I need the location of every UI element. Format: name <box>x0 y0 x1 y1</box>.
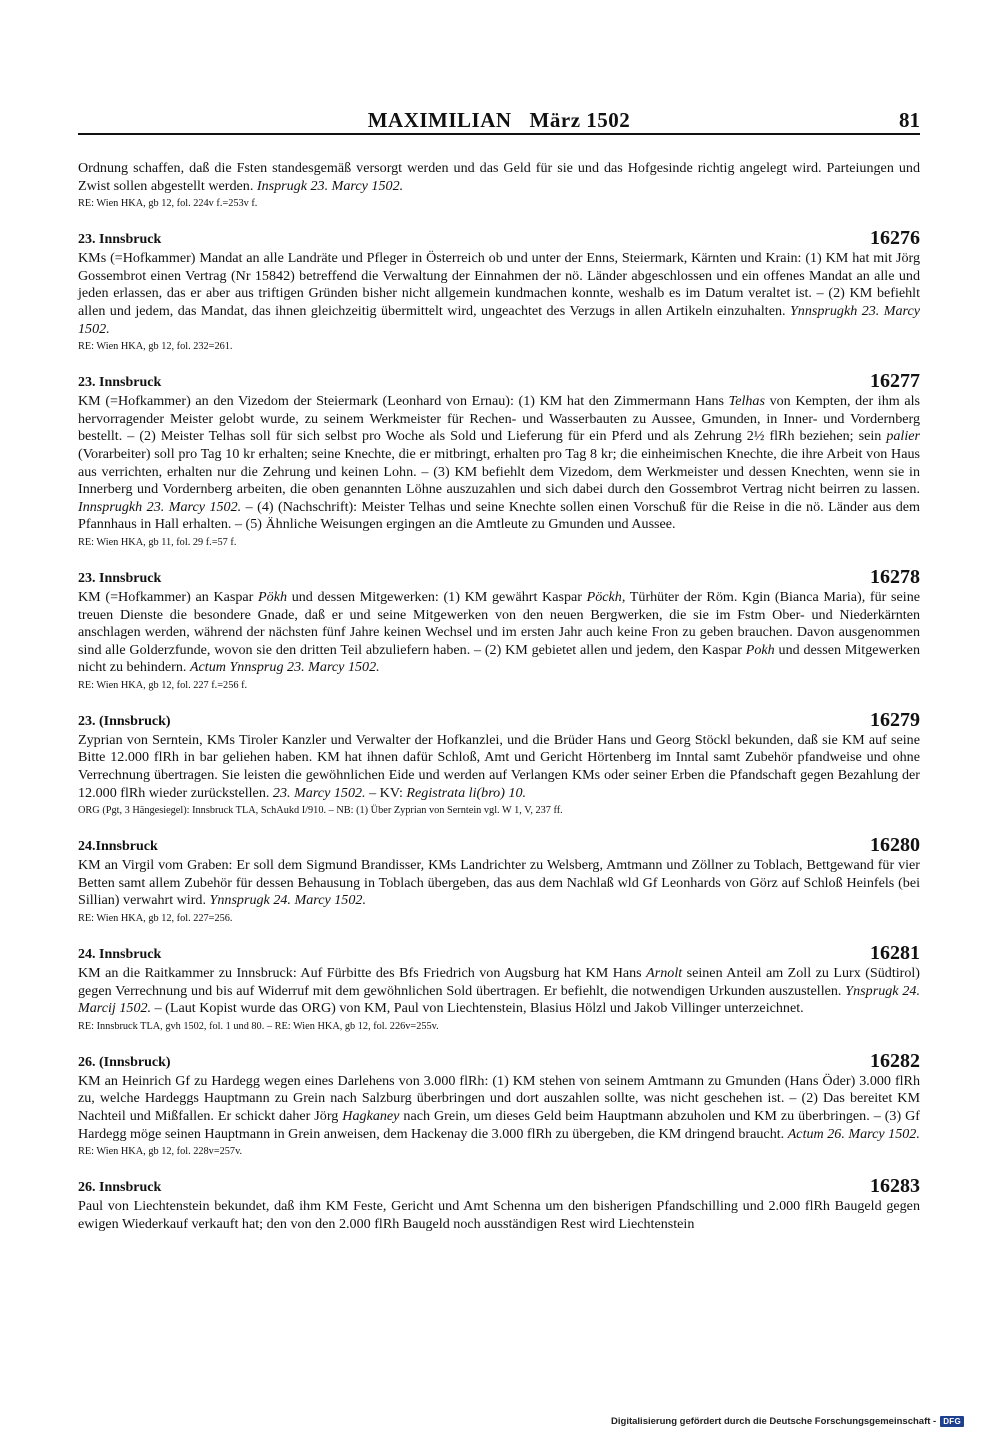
regest-entry <box>78 710 920 818</box>
entry-heading <box>78 835 920 857</box>
digitization-credit <box>611 1416 964 1427</box>
entry-heading <box>78 371 920 393</box>
entry-source: RE: Wien HKA, gb 12, fol. 227=256. <box>78 913 233 925</box>
regest-entry <box>78 567 920 693</box>
regest-entry <box>78 1051 920 1159</box>
entry-place: 24. Innsbruck <box>78 947 162 963</box>
entry-heading <box>78 943 920 965</box>
entry-place: 23. Innsbruck <box>78 232 162 248</box>
entry-place: 26. Innsbruck <box>78 1180 162 1196</box>
entry-text: KM an Virgil vom Graben: Er soll dem Sigmund Brandisser, KMs Landrichter zu Welsberg, Amtmann und Zöllner zu Toblach, Bettgewand für vier Betten samt allem Zubehör für dessen Behausung in Toblach übergeben, das aus dem Nachlaß wld Gf Leonhards von Görz auf Schloß Heinfels (bei Sillian) verwahrt wird. Ynnsprugk 24. Marcy 1502. <box>78 857 920 909</box>
dfg-logo: DFG <box>940 1416 964 1427</box>
entry-place: 23. Innsbruck <box>78 570 162 586</box>
entry-source: RE: Wien HKA, gb 11, fol. 29 f.=57 f. <box>78 536 237 548</box>
entry-text: KM an die Raitkammer zu Innsbruck: Auf Fürbitte des Bfs Friedrich von Augsburg hat KM Hans Arnolt seinen Anteil am Zoll zu Lurx (Südtirol) gegen Verrechnung und bis auf Widerruf mit dem gewöhnlichen Sold übertragen. Er befiehlt, die notwendigen Urkunden auszustellen. Ynsprugk 24. Marcij 1502. – (Laut Kopist wurde das ORG) von KM, Paul von Liechtenstein, Blasius Hölzl und Jakob Villinger unterzeichnet. <box>78 965 920 1017</box>
entry-source: RE: Innsbruck TLA, gvh 1502, fol. 1 und 80. – RE: Wien HKA, gb 12, fol. 226v=255v. <box>78 1020 439 1032</box>
entry-place: 24.Innsbruck <box>78 839 158 855</box>
regest-entry <box>78 228 920 354</box>
entry-heading <box>78 567 920 589</box>
entry-number: 16283 <box>870 1175 920 1198</box>
entry-source: ORG (Pgt, 3 Hängesiegel): Innsbruck TLA, SchAukd I/910. – NB: (1) Über Zyprian von Serntein vgl. W 1, V, 237 ff. <box>78 805 563 817</box>
entry-text: KM an Heinrich Gf zu Hardegg wegen eines Darlehens von 3.000 flRh: (1) KM stehen von seinem Amtmann zu Gmunden (Hans Öder) 3.000 flRh zu, welche Hardeggs Hauptmann zu Grein nach Salzburg überbringen und dort auszahlen sollte, was nicht geschehen ist. – (2) Das bereitet KM Nachteil und Mißfallen. Er schickt daher Jörg Hagkaney nach Grein, um dieses Geld beim Hauptmann abzuholen und KM zu überbringen. – (3) Gf Hardegg möge seinen Hauptmann in Grein anweisen, dem Hackenay die 3.000 flRh zu übergeben, die KM dringend braucht. Actum 26. Marcy 1502. <box>78 1072 920 1142</box>
entry-number: 16280 <box>870 834 920 857</box>
entry-number: 16278 <box>870 565 920 588</box>
entry-source: RE: Wien HKA, gb 12, fol. 228v=257v. <box>78 1146 243 1158</box>
header-title <box>78 108 920 133</box>
intro-text: Ordnung schaffen, daß die Fsten standesgemäß versorgt werden und das Geld für sie und das Hofgesinde richtig angelegt wird. Parteiungen und Zwist sollen abgestellt werden. Insprugk 23. Marcy 1502. <box>78 160 920 194</box>
regest-entry <box>78 371 920 550</box>
credit-text: Digitalisierung gefördert durch die Deutsche Forschungsgemeinschaft - <box>611 1416 937 1427</box>
entry-number: 16279 <box>870 708 920 731</box>
entry-place: 23. Innsbruck <box>78 375 162 391</box>
running-header <box>78 106 920 136</box>
entry-text: Zyprian von Serntein, KMs Tiroler Kanzler und Verwalter der Hofkanzlei, und die Brüder Hans und Georg Stöckl bekunden, daß sie KM auf seine Bitte 12.000 flRh in bar geliehen haben. KM hat ihnen dafür Schloß, Amt und Gericht Hörtenberg im Inntal samt Zubehör pfandweise und ohne Verrechnung übertragen. Sie leisten die gewöhnlichen Eide und werden auf Verlangen KMs oder seiner Erben die Pfandschaft gegen Bezahlung der 12.000 flRh wieder zurückstellen. 23. Marcy 1502. – KV: Registrata li(bro) 10. <box>78 731 920 801</box>
entry-heading <box>78 710 920 732</box>
entry-text: Paul von Liechtenstein bekundet, daß ihm KM Feste, Gericht und Amt Schenna um den bisherigen Pfandschilling und 2.000 flRh Baugeld gegen ewigen Wiederkauf verkauft hat; den von den 2.000 flRh Baugeld noch ausständigen Rest wird Liechtenstein <box>78 1198 920 1232</box>
entry-number: 16281 <box>870 942 920 965</box>
entry-heading <box>78 228 920 250</box>
document-body <box>78 160 920 1233</box>
entry-number: 16277 <box>870 370 920 393</box>
page-number: 81 <box>899 108 920 132</box>
entry-number: 16276 <box>870 227 920 250</box>
entry-text: KM (=Hofkammer) an den Vizedom der Steiermark (Leonhard von Ernau): (1) KM hat den Zimmermann Hans Telhas von Kempten, der ihm als hervorragender Meister gelobt wurde, zu seinem Werkmeister für Rechen- und Wasserbauten zu Aussee, Gmunden, in Inner- und Vordernberg bestellt. – (2) Meister Telhas soll für sich selbst pro Woche als Sold und Lieferung für ein Pferd und als Zehrung 2½ flRh beziehen; sein palier (Vorarbeiter) soll pro Tag 10 kr erhalten; seine Knechte, die er mitbringt, erhalten pro Tag 8 kr; die einheimischen Knechte, die ihre Arbeit von Haus aus verrichten, erhalten nur die Zehrung und keinen Lohn. – (3) KM befiehlt dem Vizedom, dem Werkmeister und dessen Knechten, wenn sie in Innerberg und Vordernberg arbeiten, die oben genannten Löhne auszuzahlen und sich dabei durch den Gossembrot Vertrag nicht beirren zu lassen. Innsprugkh 23. Marcy 1502. – (4) (Nachschrift): Meister Telhas und seine Knechte sollen einen Vorschuß für die Reise in die nö. Länder aus dem Pfannhaus in Hall erhalten. – (5) Ähnliche Weisungen ergingen an die Amtleute zu Gmunden und Aussee. <box>78 393 921 533</box>
entry-place: 23. (Innsbruck) <box>78 713 171 729</box>
header-date: März 1502 <box>529 108 631 132</box>
regest-entry <box>78 1176 920 1233</box>
regest-entry <box>78 943 920 1034</box>
entry-heading <box>78 1051 920 1073</box>
entry-text: KMs (=Hofkammer) Mandat an alle Landräte und Pfleger in Österreich ob und unter der Enns, Steiermark, Kärnten und Krain: (1) KM hat mit Jörg Gossembrot einen Vertrag (Nr 15842) betreffend die Verwaltung der Einnahmen der nö. Länder abgeschlossen und ein offenes Mandat an alle und jeden erlassen, das er aber aus triftigen Gründen bisher nicht allgemein kundmachen konnte, weshalb es im Datum veraltet ist. – (2) KM befiehlt allen und jedem, das Mandat, das ihnen gleichzeitig übermittelt wird, ungeachtet des Verzugs in allen Artikeln einzuhalten. Ynnsprugkh 23. Marcy 1502. <box>78 250 920 337</box>
entry-source: RE: Wien HKA, gb 12, fol. 232=261. <box>78 341 233 353</box>
header-rule <box>78 133 920 135</box>
intro-source: RE: Wien HKA, gb 12, fol. 224v f.=253v f. <box>78 198 258 210</box>
entry-source: RE: Wien HKA, gb 12, fol. 227 f.=256 f. <box>78 679 248 691</box>
entry-text: KM (=Hofkammer) an Kaspar Pökh und dessen Mitgewerken: (1) KM gewährt Kaspar Pöckh, Türhüter der Röm. Kgin (Bianca Maria), für seine treuen Dienste die besondere Gnade, daß er und seine Mitgewerken von den neuen Bergwerken, die sie im Fstm Ober- und Niederkärnten anschlagen werden, während der nächsten fünf Jahre keinen Wechsel und im ersten Jahr auch keine Fron zu geben brauchen. Davon ausgenommen sind alle Golderzfunde, wovon sie den dritten Teil abzuliefern haben. – (2) KM gebietet allen und jedem, den Kaspar Pokh und dessen Mitgewerken nicht zu behindern. Actum Ynnsprug 23. Marcy 1502. <box>78 588 920 676</box>
entry-heading <box>78 1176 920 1198</box>
header-name: MAXIMILIAN <box>367 108 512 132</box>
entry-number: 16282 <box>870 1049 920 1072</box>
entry-place: 26. (Innsbruck) <box>78 1054 171 1070</box>
regest-entry <box>78 835 920 926</box>
